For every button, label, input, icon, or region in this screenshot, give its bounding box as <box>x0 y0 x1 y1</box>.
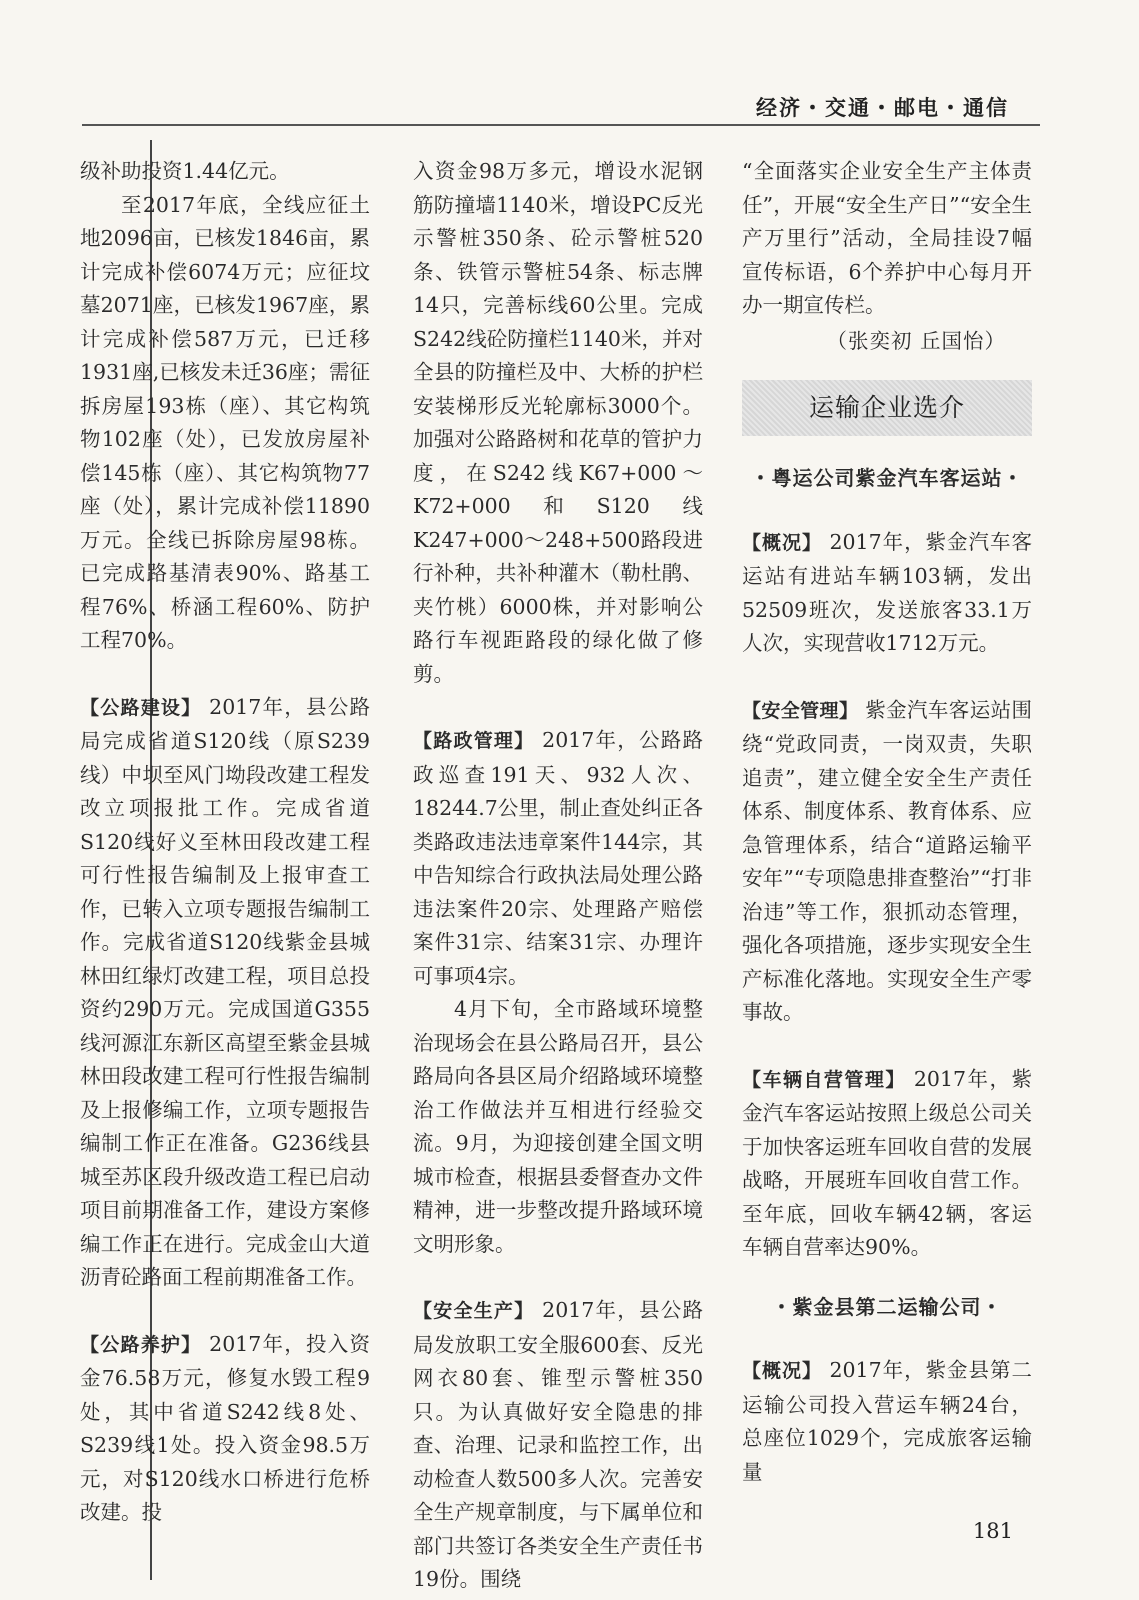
paragraph-text: 2017年，紫金县第二运输公司投入营运车辆24台，总座位1029个，完成旅客运输量 <box>742 1358 1032 1484</box>
section-tag: 【安全管理】 <box>742 699 859 722</box>
section-tag: 【公路建设】 <box>80 696 202 719</box>
section-tag: 【路政管理】 <box>413 730 535 752</box>
company-subheading: ・粤运公司紫金汽车客运站・ <box>750 466 1024 490</box>
running-head: 经济・交通・邮电・通信 <box>756 96 1009 120</box>
paragraph-overview <box>742 1354 1032 1489</box>
paragraph-text: 2017年，县公路局发放职工安全服600套、反光网衣80套、锥型示警桩350只。为认真做好安全隐患的排查、治理、记录和监控工作，出动检查人数500多人次。完善安全生产规章制度，与下属单位和部门共签订各类安全生产责任书19份。围绕 <box>413 1298 703 1591</box>
section-tag: 【车辆自营管理】 <box>742 1068 906 1091</box>
section-tag: 【概况】 <box>742 1360 822 1382</box>
paragraph-highway-construction <box>80 691 370 1295</box>
column-3 <box>742 155 1032 1489</box>
paragraph-text: 2017年，县公路局完成省道S120线（原S239线）中坝至风门坳段改建工程发改立项报批工作。完成省道S120线好义至林田段改建工程可行性报告编制及上报审查工作，已转入立项专题报告编制工作。完成省道S120线紫金县城林田红绿灯改建工程，项目总投资约290万元。完成国道G355线河源江东新区高望至紫金县城林田段改建工程可行性报告编制及上报修编工作，立项专题报告编制工作正在准备。G236线县城至苏区段升级改造工程已启动项目前期准备工作，建设方案修编工作正在进行。完成金山大道沥青砼路面工程前期准备工作。 <box>80 694 370 1289</box>
paragraph-text: 2017年，公路路政巡查191天、932人次、18244.7公里，制止查处纠正各类路政违法违章案件144宗，其中告知综合行政执法局处理公路违法案件20宗、处理路产赔偿案件31宗、结案31宗、办理许可事项4宗。 <box>413 728 703 988</box>
author-credit: （张奕初 丘国怡） <box>826 328 1006 353</box>
paragraph-text: 2017年，紫金汽车客运站有进站车辆103辆，发出52509班次，发送旅客33.1万人次，实现营收1712万元。 <box>742 529 1032 655</box>
section-tag: 【公路养护】 <box>80 1333 202 1356</box>
column-2 <box>413 155 703 1597</box>
section-tag: 【安全生产】 <box>413 1300 535 1322</box>
paragraph-road-administration <box>413 724 703 993</box>
paragraph-highway-maintenance <box>80 1328 370 1530</box>
company-subheading: ・紫金县第二运输公司・ <box>771 1294 1003 1319</box>
paragraph: 入资金98万多元，增设水泥钢筋防撞墙1140米，增设PC反光示警桩350条、砼示警桩520条、铁管示警桩54条、标志牌14只，完善标线60公里。完成S242线砼防撞栏1140米，并对全县的防撞栏及中、大桥的护栏安装梯形反光轮廓标3000个。加强对公路路树和花草的管护力度，在S242线K67+000～K72+000和S120线K247+000～248+500路段进行补种，共补种灌木（勒杜鹃、夹竹桃）6000株，并对影响公路行车视距路段的绿化做了修剪。 <box>413 159 703 686</box>
section-title: 运输企业选介 <box>742 380 1032 436</box>
paragraph-text: 2017年，紫金汽车客运站按照上级总公司关于加快客运班车回收自营的发展战略，开展班车回收自营工作。至年底，回收车辆42辆，客运车辆自营率达90%。 <box>742 1066 1032 1259</box>
paragraph-text: 紫金汽车客运站围绕“党政同责，一岗双责，失职追责”，建立健全安全生产责任体系、制度体系、教育体系、应急管理体系，结合“道路运输平安年”“专项隐患排查整治”“打非治违”等工作，狠抓动态管理，强化各项措施，逐步实现安全生产标准化落地。实现安全生产零事故。 <box>742 697 1032 1024</box>
paragraph-safety-management <box>742 694 1032 1030</box>
paragraph-vehicle-management <box>742 1063 1032 1265</box>
paragraph: 4月下旬，全市路域环境整治现场会在县公路局召开，县公路局向各县区局介绍路域环境整治工作做法并互相进行经验交流。9月，为迎接创建全国文明城市检查，根据县委督查办文件精神，进一步整改提升路域环境文明形象。 <box>413 997 703 1256</box>
paragraph: 级补助投资1.44亿元。 <box>80 159 290 183</box>
column-1 <box>80 155 370 1530</box>
section-tag: 【概况】 <box>742 531 822 554</box>
paragraph: 至2017年底，全线应征土地2096亩，已核发1846亩，累计完成补偿6074万元；应征坟墓2071座，已核发1967座，累计完成补偿587万元，已迁移1931座,已核发未迁36座；需征拆房屋193栋（座）、其它构筑物102座（处），已发放房屋补偿145栋（座）、其它构筑物77座（处），累计完成补偿11890万元。全线已拆除房屋98栋。已完成路基清表90%、路基工程76%、桥涵工程60%、防护工程70%。 <box>80 192 370 652</box>
paragraph-text: 2017年，投入资金76.58万元，修复水毁工程9处，其中省道S242线8处、S239线1处。投入资金98.5万元，对S120线水口桥进行危桥改建。投 <box>80 1331 370 1524</box>
paragraph: “全面落实企业安全生产主体责任”，开展“安全生产日”“安全生产万里行”活动，全局挂设7幅宣传标语，6个养护中心每月开办一期宣传栏。 <box>742 159 1032 317</box>
header-rule <box>82 124 1040 126</box>
page-number: 181 <box>972 1519 1013 1543</box>
paragraph-overview <box>742 526 1032 661</box>
paragraph-safety-production <box>413 1294 703 1597</box>
